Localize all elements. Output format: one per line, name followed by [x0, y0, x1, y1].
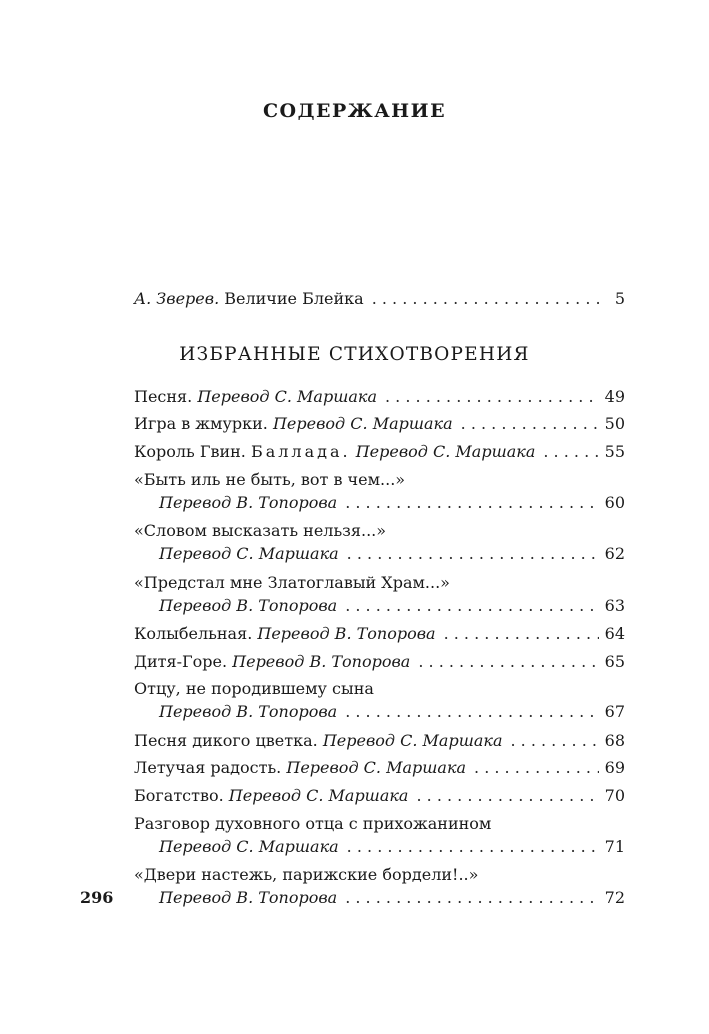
poem-title: Дитя-Горе. — [134, 652, 228, 671]
folio-page-number: 296 — [80, 888, 114, 907]
dot-leader — [345, 701, 598, 723]
toc-entry — [134, 441, 625, 463]
toc-entry — [134, 730, 625, 752]
page-number: 50 — [604, 414, 625, 433]
toc-entry-title-line — [134, 572, 625, 594]
toc-entry — [134, 757, 625, 779]
dot-leader — [543, 441, 598, 463]
poem-title: «Словом высказать нельзя...» — [134, 521, 387, 540]
author-name: А. Зверев. — [134, 289, 220, 308]
dot-leader — [385, 386, 599, 408]
dot-leader — [347, 543, 599, 565]
page-number: 65 — [604, 652, 625, 671]
page-number: 55 — [604, 442, 625, 461]
page-number: 71 — [604, 837, 625, 856]
page-number: 63 — [604, 596, 625, 615]
dot-leader — [510, 730, 598, 752]
toc-entry-title-line — [134, 678, 625, 700]
page-number: 62 — [604, 544, 625, 563]
translator: Перевод С. Маршака — [272, 414, 453, 433]
page-number: 72 — [604, 888, 625, 907]
translator: Перевод С. Маршака — [159, 544, 339, 563]
toc-entry — [134, 386, 625, 408]
poem-title: Разговор духовного отца с прихожанином — [134, 814, 492, 833]
toc-entry-text — [134, 288, 364, 310]
page-number: 64 — [604, 624, 625, 643]
poem-subtitle: Баллада. — [250, 442, 351, 461]
translator: Перевод В. Топорова — [159, 493, 338, 512]
dot-leader — [345, 595, 598, 617]
dot-leader — [444, 623, 599, 645]
dot-leader — [347, 836, 599, 858]
toc-entry — [159, 595, 625, 617]
poem-title: Песня дикого цветка. — [134, 731, 318, 750]
section-heading: ИЗБРАННЫЕ СТИХОТВОРЕНИЯ — [179, 344, 530, 365]
toc-entry — [134, 623, 625, 645]
page-title: СОДЕРЖАНИЕ — [262, 100, 447, 122]
dot-leader — [345, 492, 598, 514]
page-number: 68 — [604, 731, 625, 750]
translator: Перевод В. Топорова — [159, 888, 338, 907]
translator: Перевод С. Маршака — [228, 786, 409, 805]
translator: Перевод В. Топорова — [159, 702, 338, 721]
poem-title: Песня. — [134, 387, 193, 406]
dot-leader — [474, 757, 599, 779]
translator: Перевод С. Маршака — [286, 758, 467, 777]
translator: Перевод С. Маршака — [159, 837, 339, 856]
toc-entry — [134, 651, 625, 673]
poem-title: Отцу, не породившему сына — [134, 679, 374, 698]
toc-entry-title-line — [134, 864, 625, 886]
page-number: 69 — [604, 758, 625, 777]
toc-entry — [159, 543, 625, 565]
page-number: 5 — [614, 289, 625, 308]
poem-title: «Двери настежь, парижские бордели!..» — [134, 865, 479, 884]
page-number: 67 — [604, 702, 625, 721]
dot-leader — [461, 413, 599, 435]
poem-title: «Предстал мне Златоглавый Храм...» — [134, 573, 450, 592]
toc-entry-title-line — [134, 520, 625, 542]
dot-leader — [416, 785, 598, 807]
dot-leader — [418, 651, 598, 673]
poem-title: Игра в жмурки. — [134, 414, 268, 433]
toc-entry-title-line — [134, 469, 625, 491]
poem-title: «Быть иль не быть, вот в чем...» — [134, 470, 406, 489]
dot-leader — [372, 288, 599, 310]
page-number: 49 — [604, 387, 625, 406]
page-number: 60 — [604, 493, 625, 512]
translator: Перевод С. Маршака — [322, 731, 503, 750]
toc-entry — [134, 413, 625, 435]
toc-entry-title-line — [134, 813, 625, 835]
poem-title: Король Гвин. — [134, 442, 246, 461]
translator: Перевод В. Топорова — [159, 596, 338, 615]
translator: Перевод С. Маршака — [355, 442, 536, 461]
dot-leader — [345, 887, 598, 909]
toc-entry — [159, 492, 625, 514]
toc-entry — [159, 836, 625, 858]
translator: Перевод В. Топорова — [257, 624, 436, 643]
toc-entry — [134, 785, 625, 807]
poem-title: Летучая радость. — [134, 758, 282, 777]
page-number: 70 — [604, 786, 625, 805]
poem-title: Богатство. — [134, 786, 224, 805]
translator: Перевод С. Маршака — [197, 387, 377, 406]
toc-entry — [159, 887, 625, 909]
toc-entry-intro — [134, 288, 625, 310]
translator: Перевод В. Топорова — [232, 652, 411, 671]
toc-entry — [159, 701, 625, 723]
poem-title: Колыбельная. — [134, 624, 253, 643]
article-title: Величие Блейка — [224, 289, 364, 308]
